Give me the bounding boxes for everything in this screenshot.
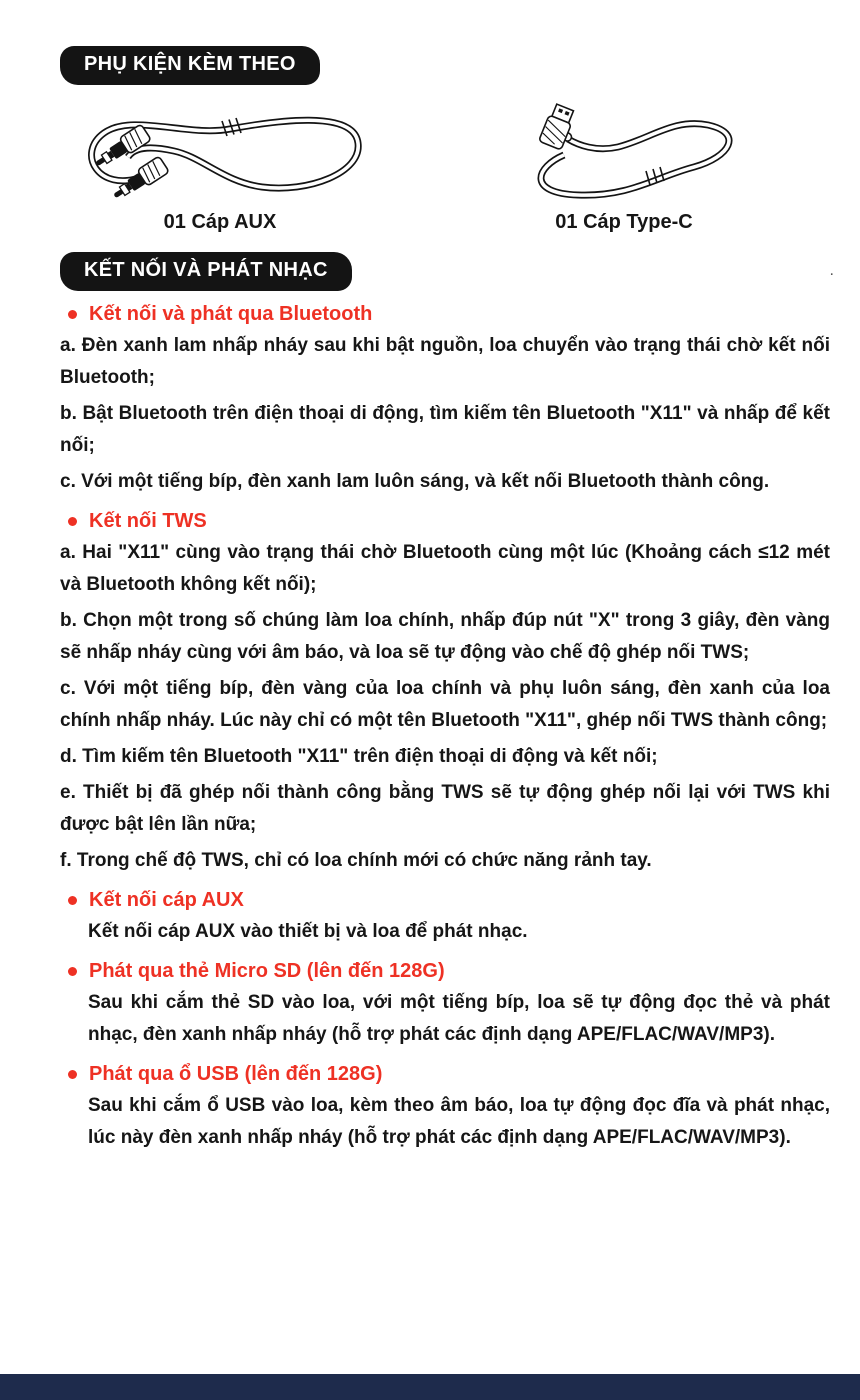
bullet-icon [68, 310, 77, 319]
accessories-section [60, 46, 830, 234]
topic-heading-text: Phát qua thẻ Micro SD (lên đến 128G) [89, 960, 445, 982]
topic-heading-aux [68, 889, 830, 912]
body-paragraph: d. Tìm kiếm tên Bluetooth "X11" trên điện thoại di động và kết nối; [60, 746, 658, 767]
bullet-icon [68, 896, 77, 905]
body-paragraph: c. Với một tiếng bíp, đèn vàng của loa chính và phụ luôn sáng, đèn xanh của loa chính nhấp nháy. Lúc này chỉ có một tên Bluetooth "X11", ghép nối TWS thành công; [60, 678, 830, 731]
topic-bluetooth [60, 303, 830, 498]
topic-heading-text: Kết nối và phát qua Bluetooth [89, 303, 373, 325]
body-paragraph: c. Với một tiếng bíp, đèn xanh lam luôn sáng, và kết nối Bluetooth thành công. [60, 471, 770, 492]
aux-cable-caption: 01 Cáp AUX [163, 211, 277, 233]
topic-heading-usb [68, 1063, 830, 1086]
connection-title-badge [60, 252, 352, 291]
topic-usb [60, 1063, 830, 1154]
typec-cable-figure [498, 103, 750, 234]
connection-section [60, 234, 834, 1154]
body-paragraph: b. Bật Bluetooth trên điện thoại di động, tìm kiếm tên Bluetooth "X11" và nhấp để kết nối; [60, 403, 830, 456]
connection-content [60, 303, 830, 1154]
topic-heading-bluetooth [68, 303, 830, 326]
bullet-icon [68, 967, 77, 976]
body-paragraph: Sau khi cắm thẻ SD vào loa, với một tiếng bíp, loa sẽ tự động đọc thẻ và phát nhạc, đèn xanh nhấp nháy (hỗ trợ phát các định dạng APE/FLAC/WAV/MP3). [88, 992, 830, 1045]
topic-heading-tws [68, 510, 830, 533]
aux-cable-icon [70, 97, 370, 209]
topic-heading-text: Kết nối TWS [89, 510, 207, 532]
body-paragraph: a. Hai "X11" cùng vào trạng thái chờ Bluetooth cùng một lúc (Khoảng cách ≤12 mét và Bluetooth không kết nối); [60, 542, 830, 595]
cables-row [60, 85, 830, 234]
body-paragraph: Sau khi cắm ổ USB vào loa, kèm theo âm báo, loa tự động đọc đĩa và phát nhạc, lúc này đèn xanh nhấp nháy (hỗ trợ phát các định dạng APE/FLAC/WAV/MP3). [88, 1095, 830, 1148]
stray-dot: . [829, 262, 834, 279]
body-paragraph: b. Chọn một trong số chúng làm loa chính, nhấp đúp nút "X" trong 3 giây, đèn vàng sẽ nhấp nháy cùng với âm báo, và loa sẽ tự động vào chế độ ghép nối TWS; [60, 610, 830, 663]
aux-cable-figure [70, 97, 370, 234]
typec-cable-icon [498, 103, 750, 209]
topic-heading-microsd [68, 960, 830, 983]
topic-aux [60, 889, 830, 948]
bullet-icon [68, 1070, 77, 1079]
typec-cable-caption: 01 Cáp Type-C [555, 211, 693, 233]
bullet-icon [68, 517, 77, 526]
topic-heading-text: Phát qua ổ USB (lên đến 128G) [89, 1063, 383, 1085]
body-paragraph: Kết nối cáp AUX vào thiết bị và loa để phát nhạc. [88, 921, 528, 942]
accessories-title: PHỤ KIỆN KÈM THEO [84, 53, 296, 75]
topic-heading-text: Kết nối cáp AUX [89, 889, 244, 911]
accessories-title-badge [60, 46, 320, 85]
body-paragraph: a. Đèn xanh lam nhấp nháy sau khi bật nguồn, loa chuyển vào trạng thái chờ kết nối Bluetooth; [60, 335, 830, 388]
body-paragraph: f. Trong chế độ TWS, chỉ có loa chính mới có chức năng rảnh tay. [60, 850, 652, 871]
footer-bar [0, 1374, 860, 1400]
topic-tws [60, 510, 830, 877]
connection-title: KẾT NỐI VÀ PHÁT NHẠC [84, 259, 328, 281]
body-paragraph: e. Thiết bị đã ghép nối thành công bằng TWS sẽ tự động ghép nối lại với TWS khi được bật lên lần nữa; [60, 782, 830, 835]
topic-microsd [60, 960, 830, 1051]
